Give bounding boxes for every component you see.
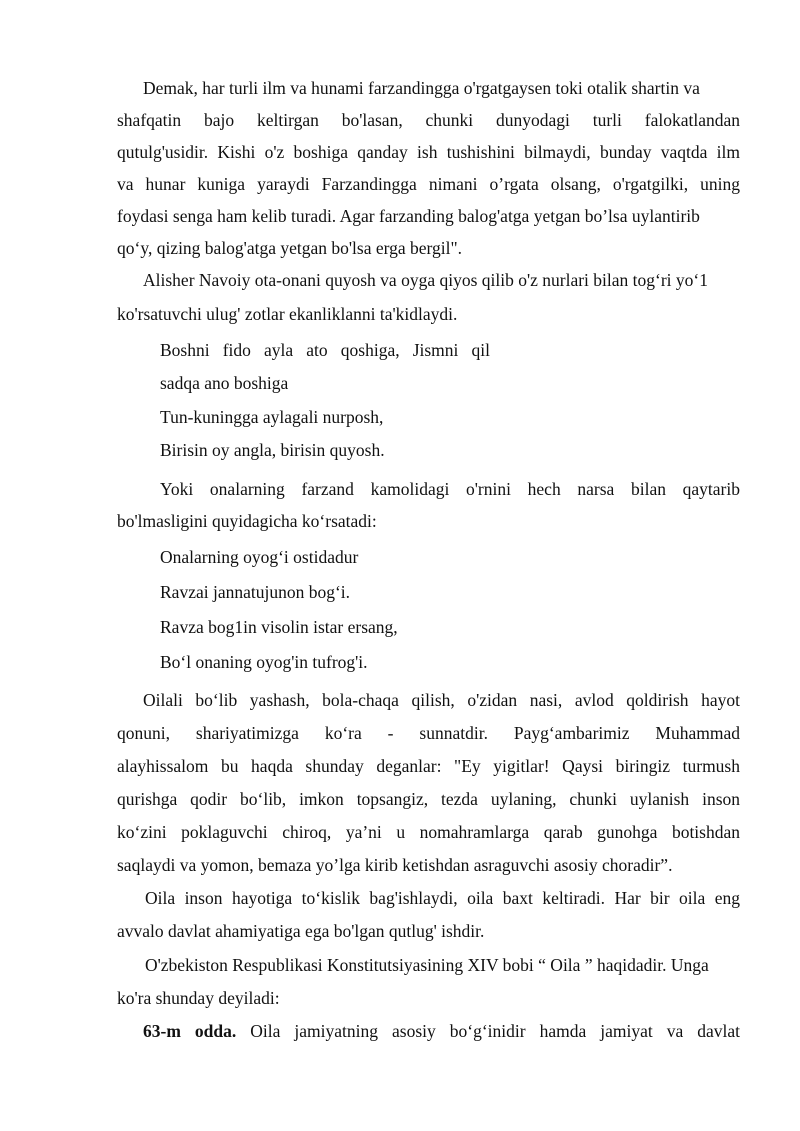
paragraph-1-line-4: va hunar kuniga yaraydi Farzandingga nimani o’rgata olsang, o'rgatgilki, uning bbox=[117, 174, 740, 194]
poem-2-line-3: Ravza bog1in visolin istar ersang, bbox=[160, 617, 398, 637]
poem-1-line-2: sadqa ano boshiga bbox=[160, 373, 289, 393]
paragraph-4-line-4: qurishga qodir bo‘lib, imkon topsangiz, tezda uylaning, chunki uylanish inson bbox=[117, 789, 740, 809]
paragraph-4-line-6: saqlaydi va yomon, bemaza yo’lga kirib ketishdan asraguvchi asosiy choradir”. bbox=[117, 855, 673, 875]
poem-1-line-1: Boshni fido ayla ato qoshiga, Jismni qil bbox=[160, 340, 490, 360]
poem-1-line-4: Birisin oy angla, birisin quyosh. bbox=[160, 440, 385, 460]
paragraph-6-line-1: O'zbekiston Respublikasi Konstitutsiyasining XIV bobi “ Oila ” haqidadir. Unga bbox=[145, 955, 709, 975]
paragraph-5-line-2: avvalo davlat ahamiyatiga ega bo'lgan qutlug' ishdir. bbox=[117, 921, 485, 941]
poem-2-line-2: Ravzai jannatujunon bog‘i. bbox=[160, 582, 351, 602]
paragraph-1-line-6: qo‘y, qizing balog'atga yetgan bo'lsa erga bergil". bbox=[117, 238, 463, 258]
article-63-heading: 63-m odda. bbox=[143, 1021, 237, 1041]
paragraph-2-line-2: ko'rsatuvchi ulug' zotlar ekanliklanni ta'kidlaydi. bbox=[117, 304, 458, 324]
article-63-line bbox=[143, 1019, 740, 1043]
paragraph-3-line-1: Yoki onalarning farzand kamolidagi o'rnini hech narsa bilan qaytarib bbox=[160, 479, 740, 499]
paragraph-6-line-2: ko'ra shunday deyiladi: bbox=[117, 988, 280, 1008]
paragraph-4-line-3: alayhissalom bu haqda shunday deganlar: "Ey yigitlar! Qaysi biringiz turmush bbox=[117, 756, 740, 776]
paragraph-4-line-5: ko‘zini poklaguvchi chiroq, ya’ni u nomahramlarga qarab gunohga botishdan bbox=[117, 822, 740, 842]
paragraph-4-line-2: qonuni, shariyatimizga ko‘ra - sunnatdir. Payg‘ambarimiz Muhammad bbox=[117, 723, 740, 743]
paragraph-2-line-1: Alisher Navoiy ota-onani quyosh va oyga qiyos qilib o'z nurlari bilan tog‘ri yo‘1 bbox=[143, 270, 708, 290]
paragraph-5-line-1: Oila inson hayotiga to‘kislik bag'ishlaydi, oila baxt keltiradi. Har bir oila eng bbox=[145, 888, 740, 908]
paragraph-1-line-3: qutulg'usidir. Kishi o'z boshiga qanday ish tushishini bilmaydi, bunday vaqtda ilm bbox=[117, 142, 740, 162]
paragraph-1-line-2: shafqatin bajo keltirgan bo'lasan, chunki dunyodagi turli falokatlandan bbox=[117, 110, 740, 130]
paragraph-1-line-1: Demak, har turli ilm va hunami farzandingga o'rgatgaysen toki otalik shartin va bbox=[143, 78, 700, 98]
article-63-text: Oila jamiyatning asosiy bo‘g‘inidir hamda jamiyat va davlat bbox=[236, 1021, 741, 1041]
paragraph-4-line-1: Oilali bo‘lib yashash, bola-chaqa qilish, o'zidan nasi, avlod qoldirish hayot bbox=[143, 690, 740, 710]
poem-1-line-3: Tun-kuningga aylagali nurposh, bbox=[160, 407, 384, 427]
poem-2-line-1: Onalarning oyog‘i ostidadur bbox=[160, 547, 359, 567]
poem-2-line-4: Bo‘l onaning oyog'in tufrog'i. bbox=[160, 652, 368, 672]
paragraph-3-line-2: bo'lmasligini quyidagicha ko‘rsatadi: bbox=[117, 511, 377, 531]
paragraph-1-line-5: foydasi senga ham kelib turadi. Agar farzanding balog'atga yetgan bo’lsa uylantirib bbox=[117, 206, 700, 226]
